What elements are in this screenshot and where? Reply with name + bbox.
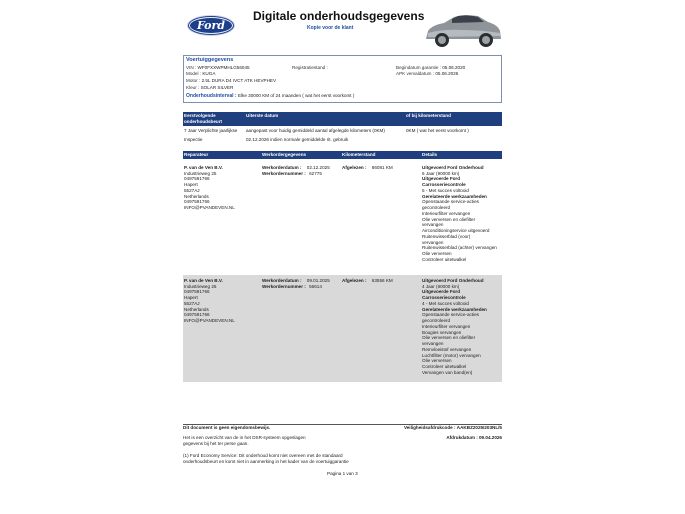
detail-line: vervangen <box>422 222 444 228</box>
wo-date: 02.12.2025 <box>306 165 330 170</box>
repairer-line: 5527AJ <box>184 300 200 306</box>
detail-line: vervangen <box>422 341 444 347</box>
next-service-cell: 0KM ( wat het eerst voorkomt ) <box>406 128 469 133</box>
wo-num: 56614 <box>309 283 322 289</box>
repairer-email: INFO@PVANDEVEN.NL <box>184 318 235 324</box>
detail-line: Controleer uitetwalkel <box>422 256 467 262</box>
wo-num-label: Werkordernummer : <box>262 170 306 176</box>
detail-line: 4 Jaar (60000 km) <box>422 283 460 289</box>
detail-line: Olie verversen en oliefilter <box>422 335 476 341</box>
apk-row <box>396 71 458 77</box>
apk-value: 05.06.2026 <box>435 71 459 76</box>
detail-line: Olie verversen en oliefilter <box>422 216 476 222</box>
repairer-block <box>184 165 260 211</box>
next-service-cell: Inspectie <box>184 137 203 142</box>
detail-line: Uitgevoerd Ford Onderhoud <box>422 165 484 170</box>
wo-date-label: Werkorderdatum : <box>262 278 302 283</box>
model-row <box>186 71 215 77</box>
detail-line: gecontroleerd <box>422 205 451 211</box>
page-subtitle: Kopie voor de klant <box>307 25 354 31</box>
detail-line: Controleer uitetwalkel <box>422 364 467 370</box>
next-service-cell: 02.12.2026 indien normale gemiddelde rit. gebruik <box>246 137 349 142</box>
detail-line: 5 - Met succes voltooid <box>422 187 469 193</box>
km-block <box>342 278 420 284</box>
wo-date-label: Werkorderdatum : <box>262 165 302 170</box>
kleur-row <box>186 85 233 91</box>
km-value: 63556 KM <box>371 278 393 283</box>
km-label: Afgelezen : <box>342 278 367 283</box>
vin-label: VIN : <box>186 65 197 70</box>
car-image <box>422 9 504 51</box>
vin-row <box>186 65 250 71</box>
next-service-col-3: of bij kilometerstand <box>406 113 451 118</box>
overview-text: Het is een overzicht van de in het DSR-systeem opgeslagen gegevens bij het ter perse gaan. <box>183 435 306 446</box>
col-kilometerstand: Kilometerstand <box>342 152 376 157</box>
page-number: Pagina 1 van 3 <box>327 471 358 476</box>
detail-line: gecontroleerd <box>422 318 451 324</box>
wo-num-label: Werkordernummer : <box>262 283 306 289</box>
next-service-cell: 7 Jaar Verplichte jaarlijkse <box>184 128 238 133</box>
detail-line: Interieurfilter vervangen <box>422 210 471 216</box>
detail-line: Openstaande service-acties <box>422 199 479 205</box>
next-service-row <box>183 137 502 144</box>
motor-row <box>186 78 276 84</box>
wo-num: 62775 <box>309 170 322 176</box>
repairer-line: 0497591766 <box>184 312 210 318</box>
km-value: 86081 KM <box>371 165 393 170</box>
kleur-label: Kleur : <box>186 85 200 90</box>
model-value: KUGA <box>202 71 216 76</box>
print-date-value: 09.04.2026 <box>479 435 502 440</box>
col-details: Details <box>422 152 438 157</box>
garantie-row <box>396 65 465 71</box>
detail-line: Ruitenwisserblad (achter) vervangen <box>422 245 497 251</box>
interval-label: Onderhoudsinterval : <box>186 93 237 99</box>
details-block <box>422 278 502 375</box>
page-title: Digitale onderhoudsgegevens <box>253 9 425 23</box>
detail-line: Interieurfilter vervangen <box>422 323 471 329</box>
disclaimer: Dit document is geen eigendomsbewijs. <box>183 425 271 430</box>
detail-line: Olie verversen <box>422 358 452 364</box>
detail-line: vervangen <box>422 239 444 245</box>
interval-value: Elke 30000 KM of 24 maanden ( wat het eerst voorkomt ) <box>237 93 355 98</box>
service-row <box>183 162 502 274</box>
registratie-label: Registratiestand : <box>292 65 328 70</box>
next-service-cell: aangepast voor huidig gemiddeld aantal afgelegde kilometers (0KM) <box>246 128 385 133</box>
detail-line: Ruitenwisserblad (voor) <box>422 233 471 239</box>
repairer-line: 0497591766 <box>184 176 210 182</box>
detail-line: Bougies vervangen <box>422 329 462 335</box>
ford-logo-text: Ford <box>189 17 233 34</box>
footnote: (1) Ford Economy Service: Dit onderhoud komt niet overeen met de standaard onderhoudsbeurt en komt niet in aanmerking in het kader van de voertuiggarantie <box>183 453 349 464</box>
security-code <box>397 425 502 431</box>
repairer-block <box>184 278 260 324</box>
repairer-line: Netherlands <box>184 306 209 312</box>
apk-label: APK vervaldatum : <box>396 71 435 76</box>
interval-row <box>186 93 354 99</box>
details-block <box>422 165 502 262</box>
repairer-line: 0497591766 <box>184 199 210 205</box>
km-block <box>342 165 420 171</box>
motor-value: 2.5L DURA D4 IVCT ATK HEVPHEV <box>201 78 277 83</box>
detail-line: Gerelateerde werkzaamheden <box>422 193 487 199</box>
security-label: Veiligheidsafdrukcode : <box>403 425 456 430</box>
detail-line: Uitgevoerd Ford Onderhoud <box>422 278 484 283</box>
service-row <box>183 275 502 382</box>
detail-line: Uitgevoerde Ford <box>422 289 461 295</box>
col-reparateur: Reparateur <box>184 152 209 157</box>
security-value: AAKBZ2025I203NL/5 <box>456 425 502 430</box>
detail-line: Olie verversen <box>422 251 452 257</box>
detail-line: Remvloeistof vervangen <box>422 346 472 352</box>
kleur-value: SOLAR SILVER <box>200 85 234 90</box>
detail-line: Vervangen van band(en) <box>422 369 473 375</box>
next-service-col-2: Uiterste datum <box>246 113 279 118</box>
registratie-row <box>292 65 328 71</box>
repairer-line: Hapert <box>184 182 198 188</box>
repairer-line: Hapert <box>184 295 198 301</box>
repairer-line: Industrieweg 25 <box>184 283 217 289</box>
detail-line: 4 - Met succes voltooid <box>422 300 469 306</box>
service-history-header <box>183 151 502 159</box>
vehicle-heading: Voertuiggegevens <box>186 57 234 63</box>
ford-logo <box>187 15 235 36</box>
detail-line: Gerelateerde werkzaamheden <box>422 306 487 312</box>
detail-line: 6 Jaar (90000 km) <box>422 170 460 176</box>
col-werkorder: Werkordergegevens <box>262 152 307 157</box>
next-service-header <box>183 112 502 126</box>
next-service-col-1: Eerstvolgende onderhoudsbeurt <box>184 113 223 124</box>
repairer-line: 0497591766 <box>184 289 210 295</box>
garantie-label: Begindatum garantie : <box>396 65 441 70</box>
detail-line: Openstaande service-acties <box>422 312 479 318</box>
km-label: Afgelezen : <box>342 165 367 170</box>
repairer-email: INFO@PVANDEVEN.NL <box>184 205 235 211</box>
workorder-block <box>262 165 340 176</box>
model-label: Model : <box>186 71 202 76</box>
workorder-block <box>262 278 340 289</box>
repairer-line: 5527AJ <box>184 187 200 193</box>
detail-line: Uitgevoerde Ford <box>422 176 461 182</box>
repairer-line: Netherlands <box>184 193 209 199</box>
wo-date: 09.01.2025 <box>306 278 330 283</box>
repairer-name: P. van de Ven B.V. <box>184 278 223 283</box>
print-date <box>420 435 502 441</box>
detail-line: Carrosseriecontrole <box>422 182 466 188</box>
vin-value: WF0FXXWPMHLG56045 <box>197 65 250 70</box>
repairer-name: P. van de Ven B.V. <box>184 165 223 170</box>
repairer-line: Industrieweg 25 <box>184 170 217 176</box>
detail-line: Carrosseriecontrole <box>422 295 466 301</box>
detail-line: Airconditioningservice uitgevoerd <box>422 228 490 234</box>
detail-line: Luchtfilter (motor) vervangen <box>422 352 481 358</box>
garantie-value: 05.06.2020 <box>442 65 466 70</box>
print-date-label: Afdrukdatum : <box>446 435 478 440</box>
motor-label: Motor : <box>186 78 201 83</box>
next-service-row <box>183 128 502 135</box>
